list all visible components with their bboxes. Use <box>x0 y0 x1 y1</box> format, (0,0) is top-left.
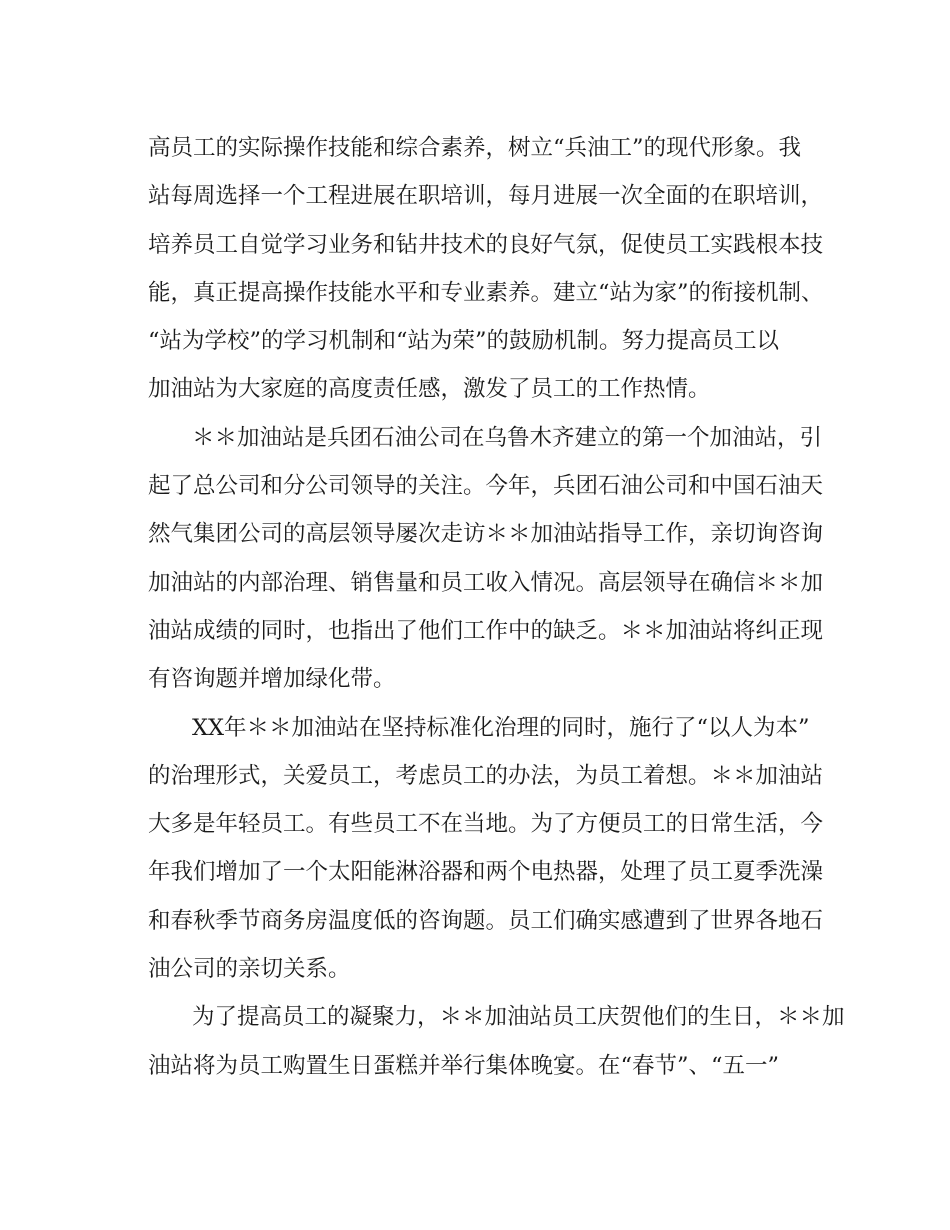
body-text <box>148 124 845 1090</box>
text-line: 站每周选择一个工程进展在职培训，每月进展一次全面的在职培训， <box>148 183 824 210</box>
text-line: 年我们增加了一个太阳能淋浴器和两个电热器，处理了员工夏季洗澡 <box>148 859 824 886</box>
text-line: 高员工的实际操作技能和综合素养，树立“兵油工”的现代形象。我 <box>148 135 802 161</box>
paragraph-first-line: 为了提高员工的凝聚力，＊＊加油站员工庆贺他们的生日，＊＊加 <box>192 1004 845 1031</box>
text-line: “站为学校”的学习机制和“站为荣”的鼓励机制。努力提高员工以 <box>148 328 780 355</box>
text-line: 能，真正提高操作技能水平和专业素养。建立“站为家”的衔接机制、 <box>148 279 824 306</box>
text-line: 大多是年轻员工。有些员工不在当地。为了方便员工的日常生活，今 <box>148 811 824 838</box>
text-line: 有咨询题并增加绿化带。 <box>148 666 396 693</box>
text-line: 油站将为员工购置生日蛋糕并举行集体晚宴。在“春节”、“五一” <box>148 1052 780 1079</box>
text-line: 和春秋季节商务房温度低的咨询题。员工们确实感遭到了世界各地石 <box>148 907 824 934</box>
text-line: 的治理形式，关爱员工，考虑员工的办法，为员工着想。＊＊加油站 <box>148 762 824 789</box>
text-line: 加油站为大家庭的高度责任感，激发了员工的工作热情。 <box>148 376 711 403</box>
text-line: 培养员工自觉学习业务和钻井技术的良好气氛，促使员工实践根本技 <box>148 231 824 258</box>
text-line: 油站成绩的同时，也指出了他们工作中的缺乏。＊＊加油站将纠正现 <box>148 617 824 644</box>
text-line: 油公司的亲切关系。 <box>148 956 351 983</box>
text-line: 然气集团公司的高层领导屡次走访＊＊加油站指导工作，亲切询咨询 <box>148 521 824 548</box>
paragraph-first-line: XX年＊＊加油站在坚持标准化治理的同时，施行了“以人为本” <box>192 714 810 741</box>
text-line: 起了总公司和分公司领导的关注。今年，兵团石油公司和中国石油天 <box>148 473 824 500</box>
paragraph-first-line: ＊＊加油站是兵团石油公司在乌鲁木齐建立的第一个加油站，引 <box>192 424 823 451</box>
text-line: 加油站的内部治理、销售量和员工收入情况。高层领导在确信＊＊加 <box>148 569 824 596</box>
